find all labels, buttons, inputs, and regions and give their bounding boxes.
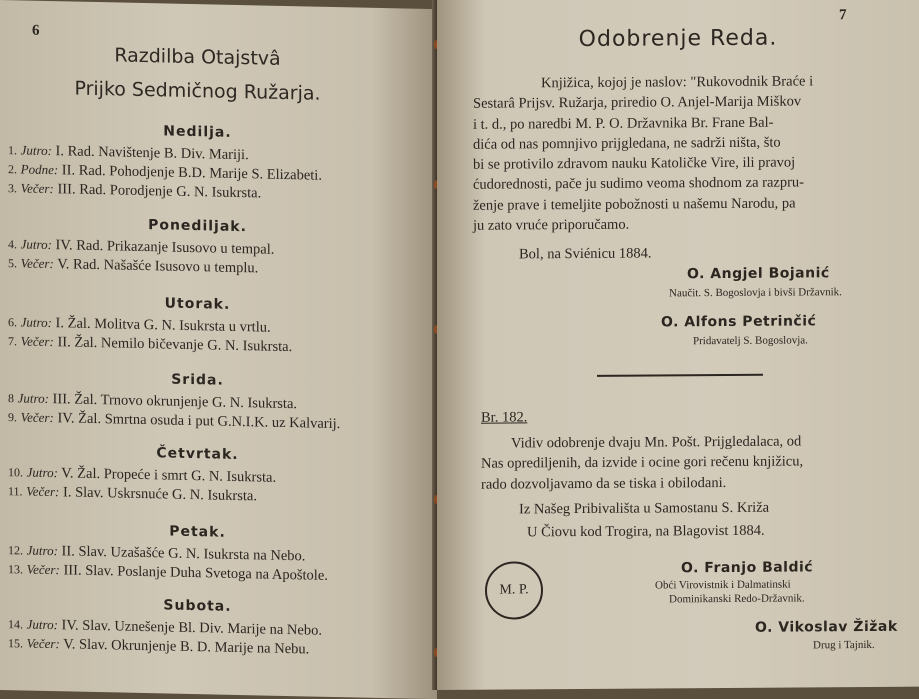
signature-role: Pridavatelj S. Bogoslovja.	[693, 334, 808, 348]
schedule-entry	[8, 333, 292, 356]
entry-text: III. Rad. Porodjenje G. N. Isukrsta.	[57, 181, 262, 202]
day-heading: Nedilja.	[163, 123, 232, 141]
entry-number: 2.	[8, 162, 17, 177]
approval-line: Sestarâ Prijsv. Ružarja, priredio O. Anjel-Marija Miškov	[473, 93, 802, 113]
schedule-entry	[8, 635, 309, 658]
signature-role: Naučit. S. Bogoslovja i bivši Državnik.	[669, 286, 842, 300]
closing-line: Iz Našeg Pribivališta u Samostanu S. Križa	[519, 499, 770, 518]
entry-time-label: Večer:	[20, 333, 54, 350]
entry-text: IV. Rad. Prikazanje Isusovo u tempal.	[55, 237, 275, 258]
signature-role: Obći Virovistnik i Dalmatinski	[655, 578, 791, 592]
entry-time-label: Jutro:	[26, 542, 58, 559]
entry-text: II. Žal. Nemilo bičevanje G. N. Isukrsta.	[57, 334, 293, 356]
entry-time-label: Večer:	[20, 409, 54, 426]
entry-number: 9.	[8, 410, 17, 425]
entry-text: IV. Slav. Uznešenje Bl. Div. Marije na Nebo.	[61, 617, 322, 639]
entry-text: V. Žal. Propeće i smrt G. N. Isukrsta.	[61, 465, 277, 486]
left-page	[0, 0, 437, 699]
signature-role: Drug i Tajnik.	[813, 638, 875, 652]
approval-line: i t. d., po naredbi M. P. O. Državnika Br. Frane Bal-	[473, 114, 774, 133]
page-number: 6	[32, 22, 40, 39]
right-page	[437, 0, 919, 690]
signature-name: O. Vikoslav Žižak	[755, 618, 898, 636]
entry-time-label: Večer:	[20, 255, 54, 272]
page-number: 7	[839, 7, 847, 24]
approval-heading: Odobrenje Reda.	[578, 25, 778, 53]
decree-line: Vidiv odobrenje dvaju Mn. Pošt. Prijgledalaca, od	[511, 433, 802, 452]
entry-time-label: Večer:	[26, 561, 60, 578]
entry-time-label: Večer:	[26, 635, 60, 652]
signature-name: O. Franjo Baldić	[681, 559, 814, 577]
entry-text: V. Rad. Našašće Isusovo u templu.	[57, 256, 259, 277]
entry-number: 5.	[8, 256, 17, 271]
entry-time-label: Jutro:	[20, 314, 52, 331]
signature-name: O. Alfons Petrinčić	[661, 313, 817, 331]
entry-text: I. Rad. Navištenje B. Div. Mariji.	[55, 143, 249, 164]
signature-role: Dominikanski Redo-Državnik.	[669, 592, 805, 606]
day-heading: Četvrtak.	[156, 445, 239, 463]
entry-time-label: Jutro:	[17, 390, 49, 407]
entry-time-label: Jutro:	[26, 616, 58, 633]
entry-number: 14.	[8, 617, 23, 632]
entry-number: 11.	[8, 484, 23, 499]
entry-number: 10.	[8, 465, 23, 480]
approval-line: bi se protivilo zdravom nauku Katoličke Vire, ili pravoj	[473, 154, 796, 173]
title-line-2: Prijko Sedmičnog Ružarja.	[74, 77, 321, 105]
entry-time-label: Jutro:	[26, 464, 58, 481]
entry-number: 3.	[8, 181, 17, 196]
schedule-entry	[8, 142, 249, 164]
decree-line: Nas opredilјenih, da izvide i ocine gori rečenu knjižicu,	[481, 453, 804, 472]
day-heading: Utorak.	[164, 295, 231, 313]
entry-number: 12.	[8, 543, 23, 558]
entry-number: 6.	[8, 315, 17, 330]
day-heading: Srida.	[171, 371, 224, 389]
entry-time-label: Večer:	[20, 180, 54, 197]
approval-line: ju zato vruće priporučamo.	[473, 216, 630, 234]
divider	[597, 374, 763, 377]
entry-number: 4.	[8, 237, 17, 252]
seal-stamp: M. P.	[485, 561, 543, 619]
entry-text: III. Slav. Poslanje Duha Svetoga na Apoštole.	[63, 562, 328, 584]
approval-text	[473, 71, 871, 236]
entry-text: IV. Žal. Smrtna osuda i put G.N.I.K. uz Kalvarij.	[57, 410, 341, 433]
entry-text: I. Slav. Uskrsnuće G. N. Isukrsta.	[63, 484, 257, 505]
entry-number: 7.	[8, 334, 17, 349]
entry-time-label: Podne:	[20, 161, 59, 178]
entry-number: 1.	[8, 143, 17, 158]
entry-time-label: Večer:	[26, 483, 60, 500]
decree-text	[481, 431, 881, 495]
entry-number: 8	[8, 391, 14, 406]
approval-line: Knjižica, kojoj je naslov: "Rukovodnik Braće i	[541, 73, 814, 92]
signature-name: O. Angjel Bojanić	[687, 265, 830, 283]
approval-line: ženje prave i temeljite pobožnosti u našemu Narodu, pa	[473, 195, 796, 214]
title-line-1: Razdilba Otajstvâ	[114, 44, 281, 70]
schedule-entry	[8, 255, 258, 277]
day-heading: Ponediljak.	[148, 217, 247, 236]
schedule-entry	[8, 180, 261, 202]
day-heading: Subota.	[163, 597, 232, 615]
day-heading: Petak.	[169, 523, 226, 541]
entry-text: I. Žal. Molitva G. N. Isukrsta u vrtlu.	[55, 315, 271, 336]
closing-line: U Čiovu kod Trogira, na Blagovist 1884.	[527, 522, 765, 541]
entry-text: II. Slav. Uzašašće G. N. Isukrsta na Nebo.	[61, 543, 306, 565]
place-date: Bol, na Sviénicu 1884.	[519, 245, 652, 263]
entry-text: III. Žal. Trnovo okrunjenje G. N. Isukrsta.	[52, 391, 298, 413]
entry-time-label: Jutro:	[20, 236, 52, 253]
decree-line: rado dozvoljavamo da se tiska i obilodani.	[481, 474, 727, 493]
entry-number: 15.	[8, 636, 23, 651]
approval-line: ćudorednosti, pače ju sudimo veoma shodnom za razpru-	[473, 174, 804, 194]
entry-text: II. Rad. Pohodjenje B.D. Marije S. Elizabeti.	[61, 162, 322, 184]
entry-time-label: Jutro:	[20, 142, 52, 159]
entry-number: 13.	[8, 562, 23, 577]
schedule-entry	[8, 483, 257, 505]
approval-line: dića od nas pomnjivo prijgledana, ne sadrži ništa, što	[473, 134, 781, 153]
reference-number: Br. 182.	[481, 409, 528, 426]
entry-text: V. Slav. Okrunjenje B. D. Marije na Nebu.	[63, 636, 310, 658]
